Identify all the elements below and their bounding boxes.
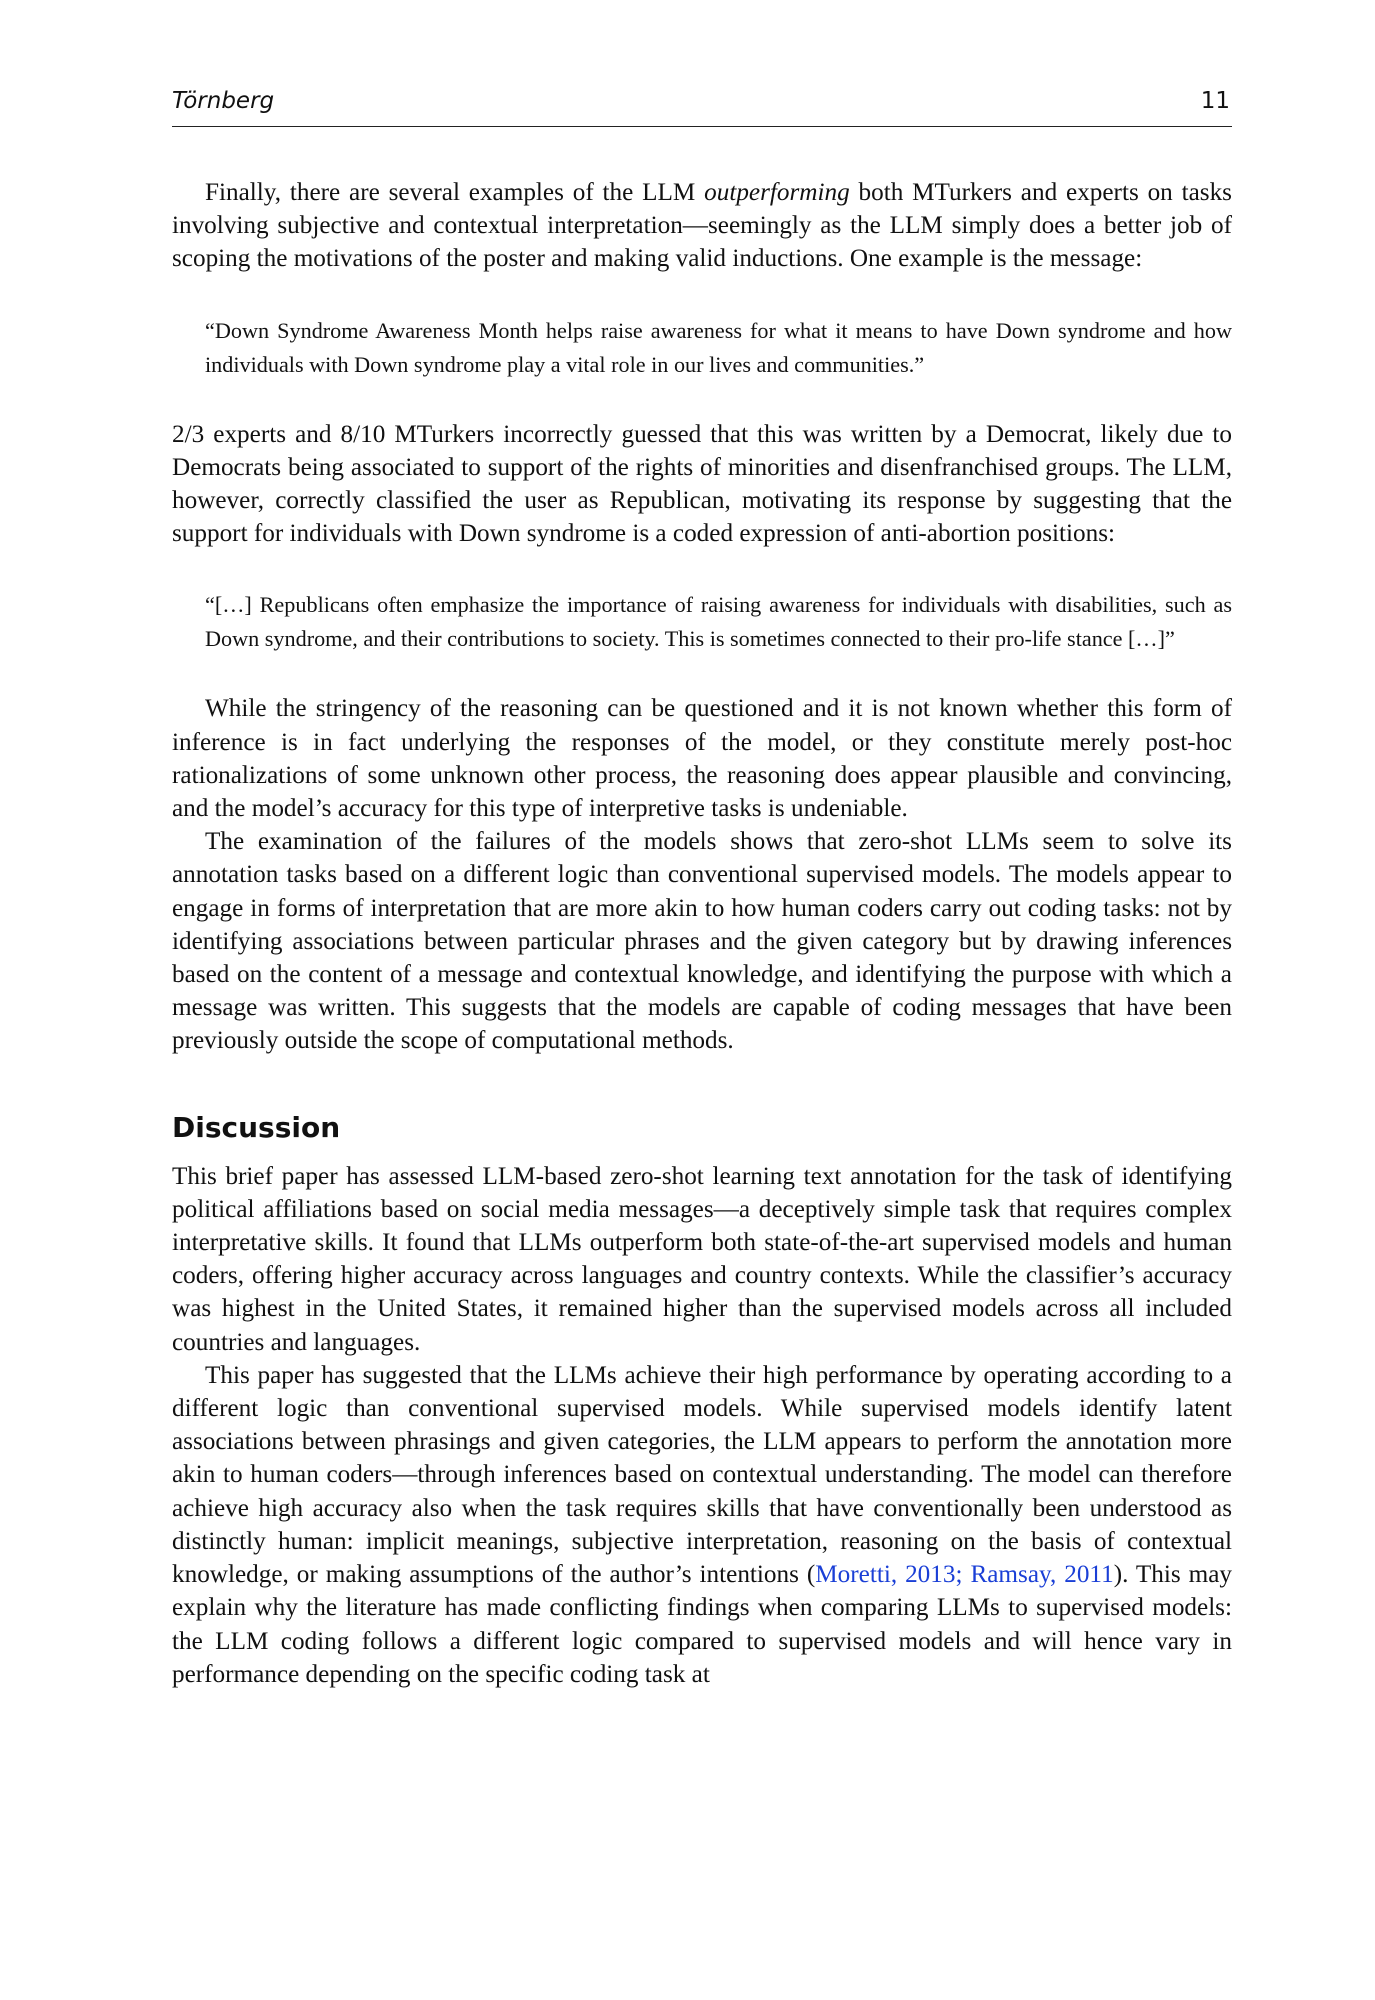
section-heading-discussion: Discussion: [172, 1110, 341, 1144]
paragraph-examination: The examination of the failures of the models shows that zero-shot LLMs seem to solve its annotation tasks based on a different logic than conventional supervised models. The models appear to engage in forms of interpretation that are more akin to how human coders carry out coding tasks: not by identifying associations between particular phrases and the given category but by drawing inferences based on the content of a message and contextual knowledge, and identifying the purpose with which a message was written. This suggests that the models are capable of coding messages that have been previously outside the scope of computational methods.: [172, 828, 1232, 1055]
block-quote-down-syndrome: “Down Syndrome Awareness Month helps raise awareness for what it means to have Down syndrome and how individuals with Down syndrome play a vital role in our lives and communities.”: [205, 317, 1232, 377]
paragraph-outperforming: Finally, there are several examples of the LLM outperforming both MTurkers and experts on tasks involving subjective and contextual interpretation—seemingly as the LLM simply does a better job of scoping the motivations of the poster and making valid inductions. One example is the message:: [172, 179, 1232, 273]
header-rule: [172, 126, 1232, 127]
page-number: 11: [1200, 88, 1230, 114]
block-quote-republicans: “[…] Republicans often emphasize the importance of raising awareness for individuals with disabilities, such as Down syndrome, and their contributions to society. This is sometimes connected to their pro-life stance […]”: [205, 592, 1232, 652]
paragraph-discussion-summary: This brief paper has assessed LLM-based zero-shot learning text annotation for the task of identifying political affiliations based on social media messages—a deceptively simple task that requires complex interpretative skills. It found that LLMs outperform both state-of-the-art supervised models and human coders, offering higher accuracy across languages and country contexts. While the classifier’s accuracy was highest in the United States, it remained higher than the supervised models across all included countries and languages.: [172, 1162, 1232, 1356]
running-head-author: Törnberg: [172, 88, 275, 114]
paragraph-discussion-logic: This paper has suggested that the LLMs achieve their high performance by operating according to a different logic than conventional supervised models. While supervised models identify latent associations between phrasings and given categories, the LLM appears to perform the annotation more akin to human coders—through inferences based on contextual understanding. The model can therefore achieve high accuracy also when the task requires skills that have conventionally been understood as distinctly human: implicit meanings, subjective interpretation, reasoning on the basis of contextual knowledge, or making assumptions of the author’s intentions (Moretti, 2013; Ramsay, 2011). This may explain why the literature has made conflicting findings when comparing LLMs to supervised models: the LLM coding follows a different logic compared to supervised models and will hence vary in performance depending on the specific coding task at: [172, 1361, 1233, 1688]
citation-link-ramsay[interactable]: Ramsay, 2011: [970, 1561, 1114, 1589]
emphasis-outperforming: outperforming: [704, 179, 850, 206]
paragraph-experts-guessed: 2/3 experts and 8/10 MTurkers incorrectly guessed that this was written by a Democrat, likely due to Democrats being associated to support of the rights of minorities and disenfranchised groups. The LLM, however, correctly classified the user as Republican, motivating its response by suggesting that the support for individuals with Down syndrome is a coded expression of anti-abortion positions:: [172, 420, 1232, 548]
paragraph-stringency: While the stringency of the reasoning can be questioned and it is not known whether this form of inference is in fact underlying the responses of the model, or they constitute merely post-hoc rationalizations of some unknown other process, the reasoning does appear plausible and convincing, and the model’s accuracy for this type of interpretive tasks is undeniable.: [172, 695, 1232, 823]
citation-link-moretti[interactable]: Moretti, 2013: [815, 1561, 956, 1589]
body-text: [172, 176, 1232, 1691]
